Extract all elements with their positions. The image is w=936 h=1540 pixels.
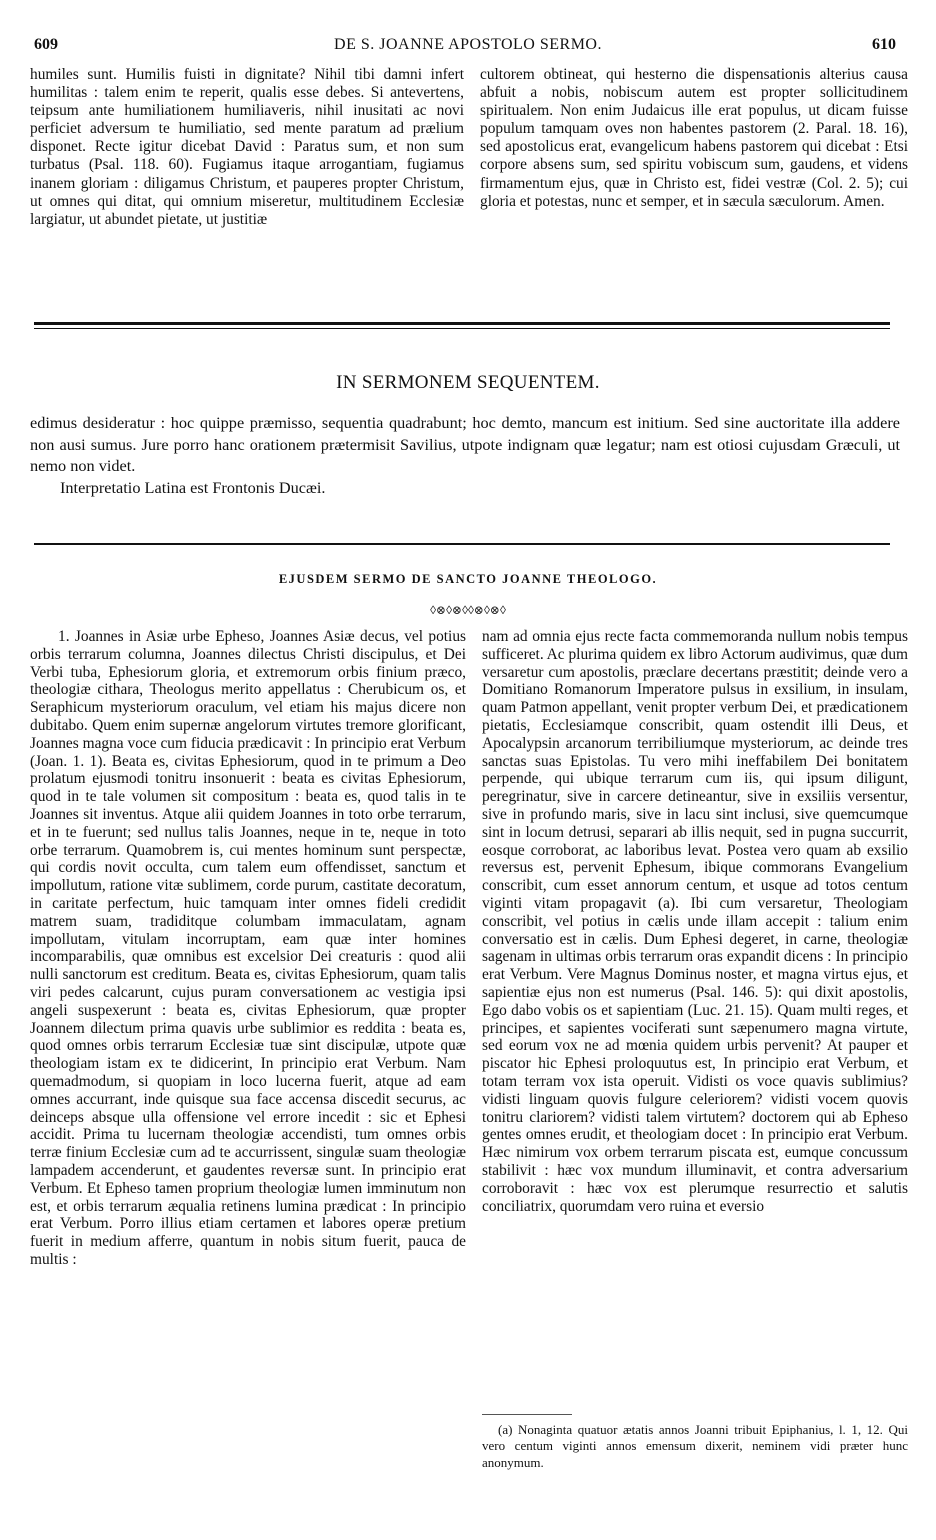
footnote-rule (482, 1414, 572, 1415)
running-title: DE S. JOANNE APOSTOLO SERMO. (334, 36, 602, 53)
running-header (30, 36, 906, 60)
top-column-right (480, 66, 908, 211)
top-left-text: humiles sunt. Humilis fuisti in dignitate? Nihil tibi damni infert humilitas : talem enim te reperit, qualis esse debes. Si antevertens, teipsum ante humiliationem humiliaveris, nihil inusitati ac novi perficiet adversum te humiliatio, sed mente paratum ad prælium disponet. Recte igitur dicebat David : Paratus sum, et non sum turbatus (Psal. 118. 60). Fugiamus itaque arrogantiam, fugiamus inanem gloriam : diligamus Christum, et pauperes propter Christum, ut omnes qui ditat, qui omnium miseretur, multitudinem Ecclesiæ largiatur, ut abundet pietate, ut justitiæ (30, 66, 464, 228)
sermon-right-text: nam ad omnia ejus recte facta commemoranda nullum nobis tempus sufficeret. Ac plurima quidem ex libro Actorum audivimus, quæ dum versaretur cum apostolis, præclare decertans præstitit; deinde vero a Domitiano Romanorum Imperatore pulsus in exsilium, in insulam, quam Patmon appellant, venit propter verbum Dei, et prædicationem pietatis, Ecclesiamque conscribit, quam ostendit illi Deus, et Apocalypsin arcanorum terribiliumque mysteriorum, ac deinde tres sanctas suas Epistolas. Tu vero mihi ineffabilem Dei bonitatem perpende, qui ubique terrarum cum iis, qui ipsum diligunt, peregrinatur, sive in carcere detineantur, sive in exsiliis versentur, sive in profundo maris, sive in lacu sint inclusi, sive quemcumque sint in locum detrusi, separari ab illis nequit, sed in pugna succurrit, eosque corroborat, ac laboribus levat. Postea vero quam ab exsilio reversus est, pervenit Ephesum, ibique commorans Evangelium conscribit, cum esset annorum centum, et usque ad totos centum viginti vitam propagavit (a). Ibi cum versaretur, Theologiam conscribit, vel potius in cælis unde illam accepit : talium enim conversatio est in cælis. Dum Ephesi degeret, in carne, theologiæ sagenam in ultimas orbis terrarum oras expandit dicens : In principio erat Verbum. Vere Magnus Dominus noster, et magna virtus ejus, et sapientiæ ejus non est numerus (Psal. 146. 5): qui dixit apostolis, Ego dabo vobis os et sapientiam (Luc. 21. 15). Quam multi reges, et principes, et sapientes vociferati sunt sæpenumero magna virtute, sed eorum vox ne ad mœnia quidem urbis pervenit? At pauper et piscator hic Ephesi proloquutus est, In principio erat Verbum, et totam terram vox ista operuit. Vidisti os voce quavis sublimius? vidisti linguam quovis fulgure celeriorem? vidisti vocem quovis tonitru clariorem? vidisti talem virtutem? doctorem qui ab Epheso gentes omnes erudit, et theologiam docet : In principio erat Verbum. Hæc nimirum vox orbem terrarum piscata est, eumque concussum stabilivit : hæc vox mundum illuminavit, et contra adversarium corroboravit : hæc vox est plerumque resurrectio et salutis conciliatrix, quorumdam vero ruina et eversio (482, 628, 908, 1215)
sermon-left-text: 1. Joannes in Asiæ urbe Epheso, Joannes Asiæ decus, vel potius orbis terrarum columna, Joannes dilectus Christi discipulus, et Dei Verbi tuba, Ephesiorum gloria, et extremorum orbis finium præco, theologiæ cithara, Theologus merito appellatus : Cherubicum os, et Seraphicum mysteriorum oraculum, vel etiam his majus dicere non dubitabo. Quem enim supernæ angelorum virtutes tremore glorificant, Joannes magna voce cum fiducia prædicavit : In principio erat Verbum (Joan. 1. 1). Beata es, civitas Ephesiorum, quod in te primum a Deo prolatum ejusmodi tonitru insonuerit : beata es civitas Ephesiorum, quod in te tale volumen sit compositum : beata es, quod talis in te Joannes sit inventus. Atque alii quidem Joannes in toto orbe terrarum, et in te fuerunt; sed nullus talis Joannes, neque in te, neque in toto orbe terrarum. Quamobrem is, cui mentes hominum sunt perspectæ, qui cordis novit occulta, cum talem eum offendisset, sanctum et impollutum, ratione vitæ sublimem, corde purum, castitate decoratum, in caritate perfectum, huic tamquam inter omnes fideli credidit matrem suam, tradiditque columbam immaculatam, agnam impollutam, vitulam incorruptam, eam quæ inter homines incomparabilis, quæ omnibus est excelsior Dei creaturis : quod alii nulli sanctorum est creditum. Beata es, civitas Ephesiorum, quam talis viri pedes calcarunt, cujus puram conversationem ac vestigia ipsi angeli suspexerunt : beata es, civitas Ephesiorum, quæ propter Joannem dilectum prima quavis urbe sublimior es reddita : beata es, quod omnes orbis terrarum Ecclesiæ tuæ sint discipulæ, utpote quæ theologiam istam ex te didicerint, In principio erat Verbum. Nam quemadmodum, si quopiam in loco lucerna fuerit, atque ad eam omnes accurrant, inde quisque sua face accensa discedit securus, ac deinceps absque ulla offensione vel errore incedit : sic et Ephesi accidit. Prima tu lucernam theologiæ accendisti, tum omnes orbis terræ finium Ecclesiæ cum ad te accurrissent, singulæ suam theologiæ lampadem accenderunt, et gaudentes reversæ sunt. In principio erat Verbum. Et Epheso tamen proprium theologiæ lumen imminutum non est, et orbis terrarum æqualia retinens lumina prædicat : In principio erat Verbum. Porro illius etiam certamen et labores operæ pretium fuerit in medium afferre, quantum in nobis situm fuerit, pauca de multis : (30, 628, 466, 1268)
top-column-left (30, 66, 464, 229)
section-title: IN SERMONEM SEQUENTEM. (336, 372, 600, 393)
page (30, 0, 906, 1540)
sermon-title: EJUSDEM SERMO DE SANCTO JOANNE THEOLOGO. (278, 572, 658, 586)
intro-notice (30, 412, 900, 498)
ornament-divider: ◊⊗◊⊗◊◊⊗◊⊗◊ (430, 603, 506, 617)
sermon-column-right (482, 628, 908, 1215)
sermon-column-left (30, 628, 466, 1269)
footnote-text: (a) Nonaginta quatuor ætatis annos Joanni tribuit Epiphanius, l. 1, 12. Qui vero centum viginti annos emensum dixerit, neminem vidi præter hunc anonymum. (482, 1422, 908, 1470)
single-rule-divider (34, 543, 890, 545)
double-rule-divider (34, 322, 890, 329)
intro-paragraph: edimus desideratur : hoc quippe præmisso, sequentia quadrabunt; hoc demto, mancum est initium. Sed sine auctoritate illa addere non ausi sumus. Jure porro hanc orationem prætermisit Savilius, utpote indignam quæ legatur; nam est otiosi cujusdam Græculi, ut nemo non videt. (30, 413, 900, 475)
page-number-left: 609 (34, 36, 58, 53)
footnote (482, 1422, 908, 1471)
intro-translator-note: Interpretatio Latina est Frontonis Ducæi. (60, 477, 326, 497)
top-right-text: cultorem obtineat, qui hesterno die dispensationis alterius causa abfuit a nobis, nobiscum autem est propter sollicitudinem spiritualem. Non enim Judaicus ille erat populus, ut dicam fuisse populum tamquam oves non habentes pastorem (2. Paral. 18. 16), sed apostolicus erat, evangelicum habens pastorem qui dicebat : Etsi corpore absens sum, sed spiritu vobiscum sum, gaudens, et videns firmamentum ejus, quæ in Christo est, fidei vestræ (Col. 2. 5); cui gloria et potestas, nunc et semper, et in sæcula sæculorum. Amen. (480, 66, 908, 210)
page-number-right: 610 (872, 36, 896, 53)
